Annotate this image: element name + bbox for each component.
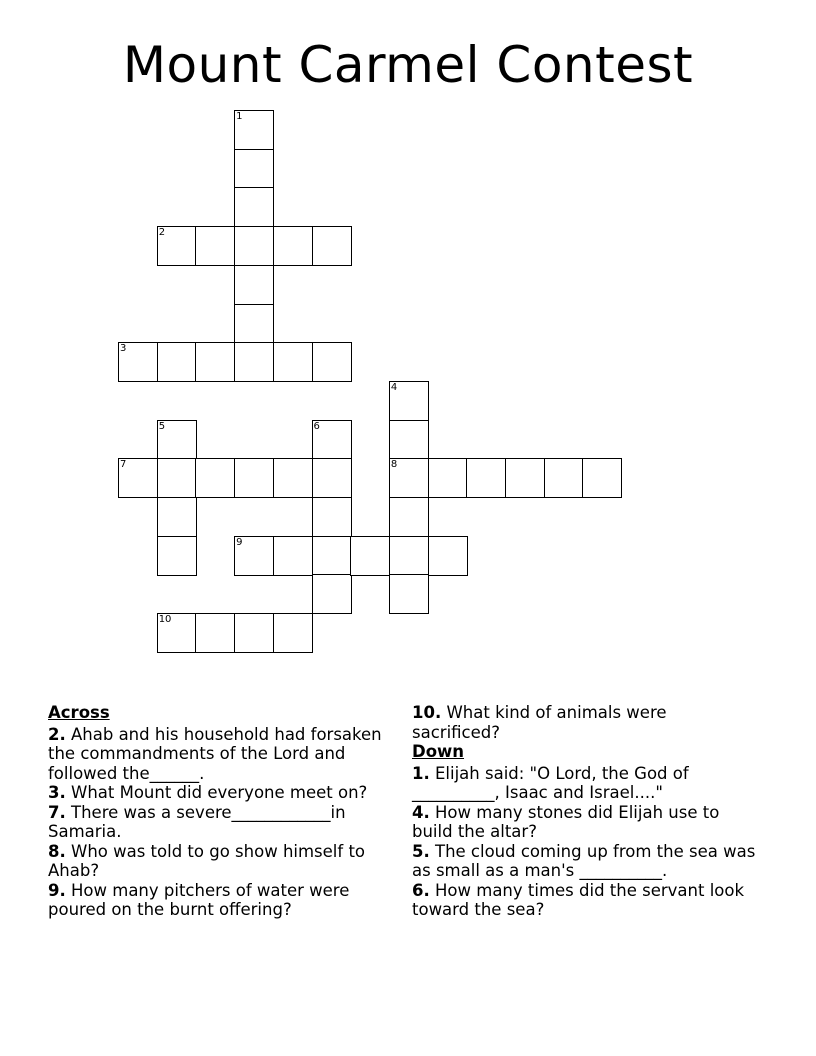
grid-cell[interactable] xyxy=(466,458,506,498)
grid-cell[interactable] xyxy=(273,342,313,382)
clue-number: 9. xyxy=(48,880,66,900)
grid-cell[interactable] xyxy=(234,613,274,653)
cell-number: 4 xyxy=(390,381,398,393)
grid-cell[interactable] xyxy=(312,536,352,576)
clue-text: Who was told to go show himself to Ahab? xyxy=(48,841,366,880)
clue-text: What kind of animals were sacrificed? xyxy=(412,703,667,742)
grid-cell[interactable] xyxy=(505,458,545,498)
grid-cell[interactable] xyxy=(312,458,352,498)
across-clue-8 xyxy=(48,842,393,881)
clue-text: What Mount did everyone meet on? xyxy=(71,783,368,802)
grid-cell[interactable] xyxy=(312,497,352,537)
clue-text: Ahab and his household had forsaken the commandments of the Lord and followed the______. xyxy=(48,724,382,783)
grid-cell[interactable] xyxy=(544,458,584,498)
grid-cell[interactable] xyxy=(234,304,274,344)
grid-cell[interactable] xyxy=(234,536,274,576)
clue-number: 10. xyxy=(412,703,442,722)
grid-cell[interactable] xyxy=(234,265,274,305)
clue-number: 2. xyxy=(48,724,66,744)
grid-cell[interactable] xyxy=(273,613,313,653)
grid-cell[interactable] xyxy=(389,574,429,614)
clues-left-column xyxy=(48,703,393,920)
clue-number: 8. xyxy=(48,841,66,861)
puzzle-title: Mount Carmel Contest xyxy=(122,36,694,94)
grid-cell[interactable] xyxy=(273,536,313,576)
grid-cell[interactable] xyxy=(234,458,274,498)
grid-cell[interactable] xyxy=(118,342,158,382)
clue-text: There was a severe____________in Samaria. xyxy=(48,802,346,841)
clue-number: 6. xyxy=(412,880,430,900)
clues-right-column xyxy=(412,703,757,920)
grid-cell[interactable] xyxy=(234,342,274,382)
grid-cell[interactable] xyxy=(234,187,274,227)
grid-cell[interactable] xyxy=(234,110,274,150)
grid-cell[interactable] xyxy=(582,458,622,498)
grid-cell[interactable] xyxy=(195,342,235,382)
cell-number: 5 xyxy=(158,420,166,432)
clue-number: 3. xyxy=(48,783,66,802)
clue-number: 4. xyxy=(412,802,430,822)
cell-number: 8 xyxy=(390,459,398,471)
grid-cell[interactable] xyxy=(157,420,197,460)
clue-number: 7. xyxy=(48,802,66,822)
grid-cell[interactable] xyxy=(157,497,197,537)
grid-cell[interactable] xyxy=(389,420,429,460)
across-clue-7 xyxy=(48,803,393,842)
grid-cell[interactable] xyxy=(157,536,197,576)
across-clue-2 xyxy=(48,725,393,784)
cell-number: 1 xyxy=(236,111,243,122)
grid-cell[interactable] xyxy=(389,381,429,421)
grid-cell[interactable] xyxy=(389,536,429,576)
across-clue-3 xyxy=(48,783,393,803)
down-clue-4 xyxy=(412,803,757,842)
grid-cell[interactable] xyxy=(157,342,197,382)
cell-number: 9 xyxy=(236,536,243,548)
grid-cell[interactable] xyxy=(157,458,197,498)
grid-cell[interactable] xyxy=(389,497,429,537)
clue-text: How many times did the servant look toward the sea? xyxy=(412,880,745,919)
grid-cell[interactable] xyxy=(195,613,235,653)
grid-cell[interactable] xyxy=(157,613,197,653)
grid-cell[interactable] xyxy=(312,420,352,460)
grid-cell[interactable] xyxy=(273,226,313,266)
grid-cell[interactable] xyxy=(118,458,158,498)
clue-number: 1. xyxy=(412,763,430,783)
grid-cell[interactable] xyxy=(234,226,274,266)
cell-number: 10 xyxy=(158,614,172,626)
across-heading: Across xyxy=(48,703,110,722)
grid-cell[interactable] xyxy=(273,458,313,498)
grid-cell[interactable] xyxy=(234,149,274,189)
cell-number: 6 xyxy=(313,420,320,432)
grid-cell[interactable] xyxy=(428,458,468,498)
grid-cell[interactable] xyxy=(157,226,197,266)
grid-cell[interactable] xyxy=(195,458,235,498)
grid-cell[interactable] xyxy=(389,458,429,498)
down-heading: Down xyxy=(412,742,465,761)
clue-text: How many pitchers of water were poured on the burnt offering? xyxy=(48,880,350,919)
down-clue-6 xyxy=(412,881,757,920)
grid-cell[interactable] xyxy=(312,226,352,266)
clue-text: Elijah said: "O Lord, the God of __________, Isaac and Israel...." xyxy=(412,763,689,802)
grid-cell[interactable] xyxy=(428,536,468,576)
clue-text: How many stones did Elijah use to build the altar? xyxy=(412,802,720,841)
cell-number: 3 xyxy=(120,343,127,355)
grid-cell[interactable] xyxy=(350,536,390,576)
across-clue-9 xyxy=(48,881,393,920)
down-clue-5 xyxy=(412,842,757,881)
across-clue-10 xyxy=(412,703,757,742)
clue-text: The cloud coming up from the sea was as small as a man's __________. xyxy=(412,841,756,880)
clue-number: 5. xyxy=(412,841,430,861)
grid-cell[interactable] xyxy=(312,342,352,382)
cell-number: 2 xyxy=(158,227,166,239)
grid-cell[interactable] xyxy=(195,226,235,266)
grid-cell[interactable] xyxy=(312,574,352,614)
cell-number: 7 xyxy=(120,459,127,471)
down-clue-1 xyxy=(412,764,757,803)
